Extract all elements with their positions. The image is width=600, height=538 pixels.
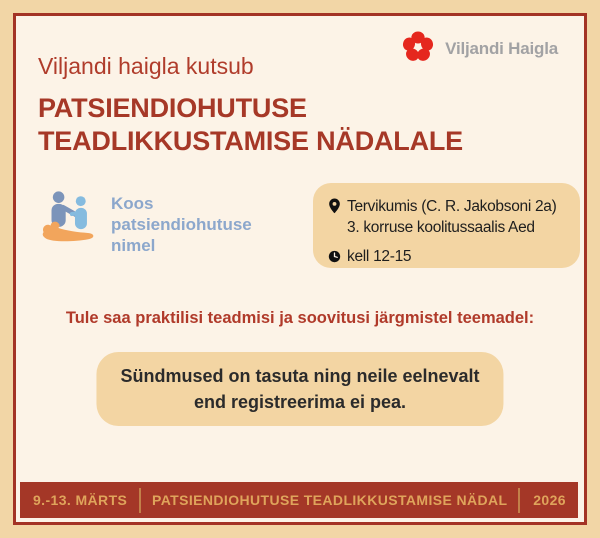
location-line-2: 3. korruse koolitussaalis Aed (347, 219, 535, 236)
location-line-1: Tervikumis (C. R. Jakobsoni 2a) (347, 198, 557, 215)
people-handshake-hand-icon (40, 186, 102, 255)
invite-line: Viljandi haigla kutsub (38, 53, 254, 79)
location-pin-icon (328, 196, 341, 220)
campaign-logo-text (111, 186, 252, 256)
clock-icon (328, 246, 341, 269)
footer-dates: 9.-13. MÄRTS (33, 492, 128, 508)
campaign-text-line-3: nimel (111, 236, 156, 255)
campaign-text-line-2: patsiendiohutuse (111, 215, 252, 234)
event-info-box (313, 183, 580, 268)
note-line-2: end registreerima ei pea. (193, 392, 407, 412)
poster-frame (13, 13, 587, 525)
poster-content (16, 16, 584, 522)
title-line-2: TEADLIKKUSTAMISE NÄDALALE (38, 126, 463, 156)
note-line-1: Sündmused on tasuta ning neile eelnevalt (120, 366, 480, 386)
note-box (96, 352, 503, 426)
campaign-text-line-1: Koos (111, 194, 154, 213)
intro-line: Tule saa praktilisi teadmisi ja soovitusi järgmistel teemadel: (65, 309, 535, 327)
time-text: kell 12-15 (347, 248, 412, 265)
location-text (347, 196, 557, 238)
footer-label: PATSIENDIOHUTUSE TEADLIKKUSTAMISE NÄDAL (152, 492, 508, 508)
brand-name: Viljandi Haigla (445, 39, 558, 58)
page-title (38, 92, 578, 158)
location-row (328, 196, 572, 238)
brand-logo (399, 29, 558, 69)
footer-year: 2026 (533, 492, 566, 508)
time-row (328, 246, 572, 269)
campaign-logo (40, 186, 252, 256)
footer-bar (20, 482, 578, 518)
title-line-1: PATSIENDIOHUTUSE (38, 93, 307, 123)
flower-icon (399, 29, 437, 69)
